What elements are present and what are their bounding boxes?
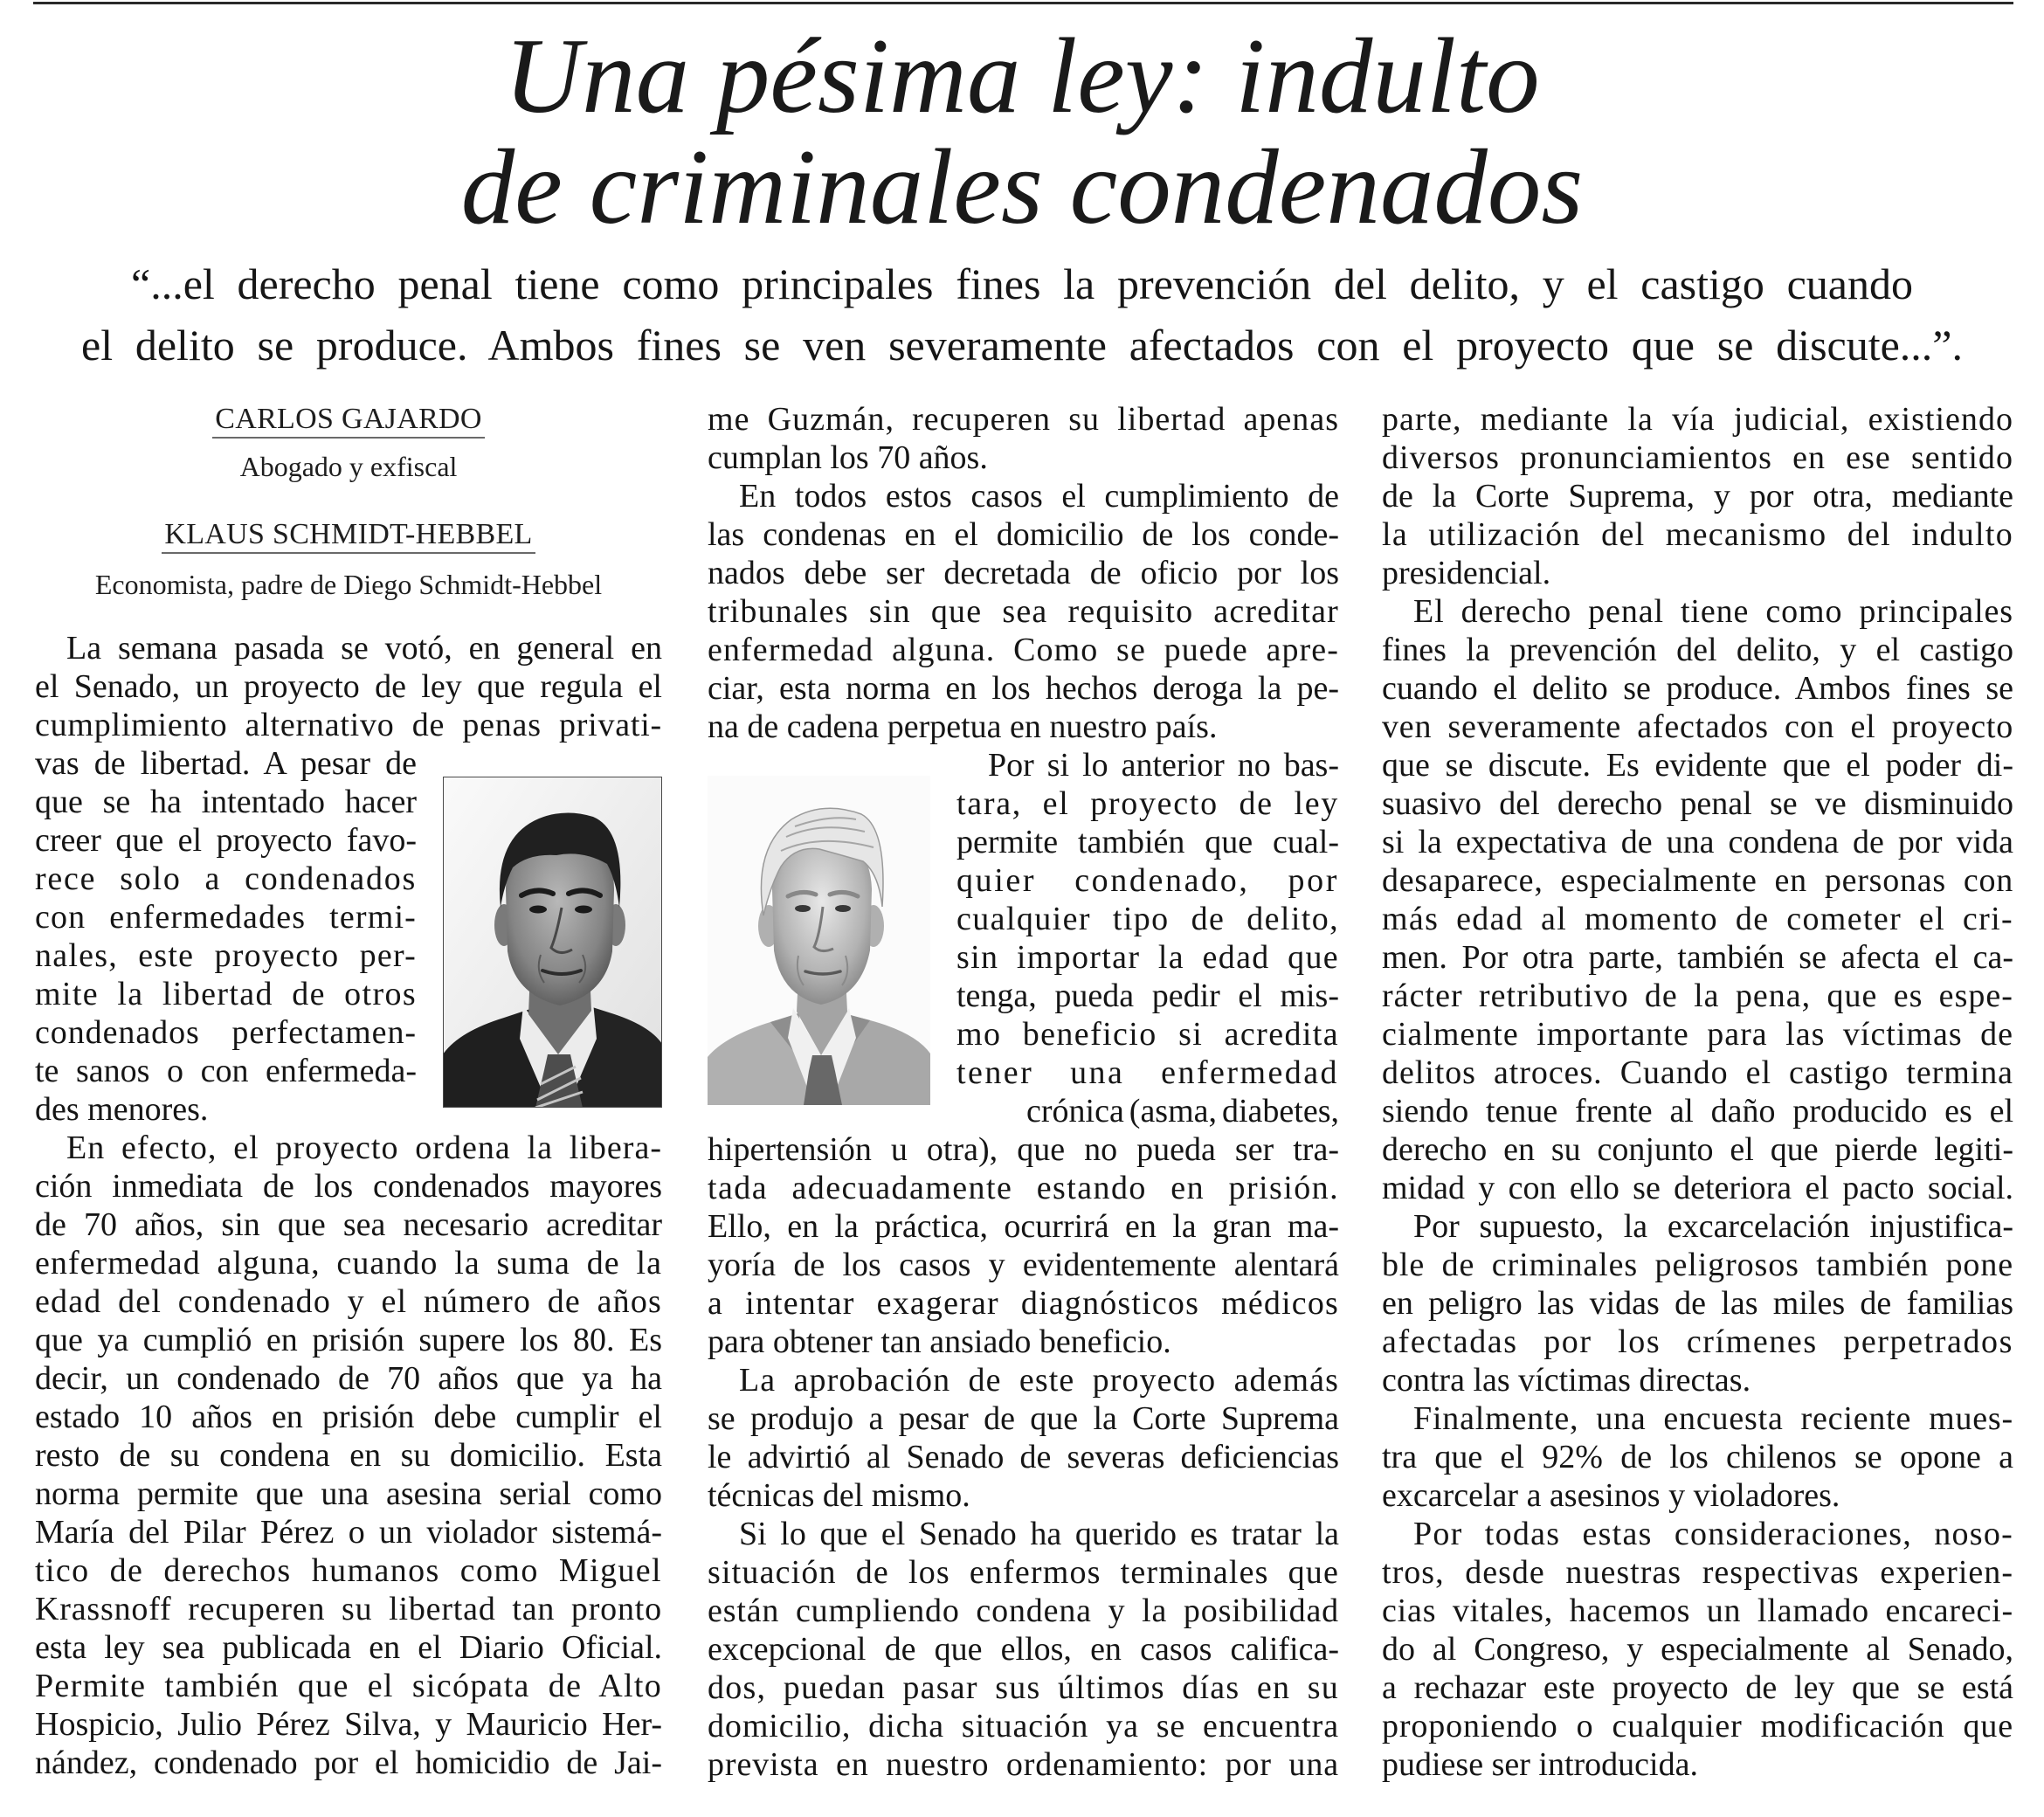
column-3-line-29 <box>1382 1476 2013 1515</box>
column-1-line-20 <box>35 1359 662 1398</box>
column-1-line-23 <box>35 1475 662 1513</box>
column-1-line-22 <box>35 1436 662 1475</box>
column-1-line-1 <box>35 629 662 667</box>
headline <box>0 16 2044 246</box>
line-text: ción inmediata de los condenados mayores <box>35 1168 662 1205</box>
column-1-line-10 <box>35 975 417 1013</box>
line-text: Finalmente, una encuesta reciente mues- <box>1413 1400 2013 1437</box>
line-text: na de cadena perpetua en nuestro país. <box>708 708 1218 745</box>
line-text: vas de libertad. A pesar de <box>35 745 417 782</box>
line-text: enfermedad alguna. Como se puede apre- <box>708 632 1339 668</box>
line-text: nados debe ser decretada de oficio por los <box>708 555 1339 591</box>
column-1-line-2 <box>35 667 662 706</box>
column-3-line-28 <box>1382 1438 2013 1476</box>
column-2-line-19 <box>1026 1092 1339 1130</box>
deck-quote-line-2 <box>81 314 1963 376</box>
column-3-line-2 <box>1382 439 2013 477</box>
column-3-line-7 <box>1382 631 2013 669</box>
line-text: edad del condenado y el número de años <box>35 1283 662 1320</box>
line-text: norma permite que una asesina serial como <box>35 1475 662 1512</box>
line-text: nales, este proyecto per- <box>35 937 417 974</box>
line-text: cumplan los 70 años. <box>708 439 988 476</box>
line-text: si la expectativa de una condena de por vida <box>1382 824 2013 860</box>
column-2-line-4 <box>708 515 1339 554</box>
line-text: La semana pasada se votó, en general en <box>66 630 662 667</box>
line-text: decir, un condenado de 70 años que ya ha <box>35 1360 662 1397</box>
column-2-line-6 <box>708 592 1339 631</box>
column-3-line-25 <box>1382 1323 2013 1361</box>
column-1-line-17 <box>35 1244 662 1282</box>
line-text: La aprobación de este proyecto además <box>739 1362 1339 1399</box>
line-text: tenga, pueda pedir el mis- <box>956 978 1339 1014</box>
author-role: Economista, padre de Diego Schmidt-Hebbel <box>94 569 603 600</box>
line-text: la utilización del mecanismo del indulto <box>1382 516 2013 553</box>
line-text: nández, condenado por el homicidio de Jai- <box>35 1744 662 1781</box>
line-text: tra que el 92% de los chilenos se opone a <box>1382 1439 2013 1475</box>
line-text: tara, el proyecto de ley <box>956 785 1339 822</box>
line-text: se produjo a pesar de que la Corte Suprema <box>708 1400 1339 1437</box>
deck-text: “...el derecho penal tiene como principales fines la prevención del delito, y el castigo cuando <box>131 259 1913 308</box>
author-role: Abogado y exfiscal <box>239 451 458 482</box>
portrait-white-haired-man-illustration <box>708 776 930 1105</box>
line-text: cuando el delito se produce. Ambos fines se <box>1382 670 2013 707</box>
column-3-line-20 <box>1382 1130 2013 1169</box>
article-column-3 <box>1382 400 2013 1784</box>
column-3-line-26 <box>1382 1361 2013 1399</box>
deck-quote-line-1 <box>131 253 1913 314</box>
column-2-line-8 <box>708 669 1339 708</box>
line-text: hipertensión u otra), que no pueda ser tra- <box>708 1131 1339 1168</box>
line-text: quier condenado, por <box>956 862 1339 899</box>
line-text: ven severamente afectados con el proyecto <box>1382 708 2013 745</box>
line-text: tros, desde nuestras respectivas experien- <box>1382 1554 2013 1591</box>
line-text: tico de derechos humanos como Miguel <box>35 1552 662 1589</box>
line-text: dos, puedan pasar sus últimos días en su <box>708 1669 1339 1706</box>
line-text: permite también que cual- <box>956 824 1339 860</box>
column-3-line-30 <box>1382 1515 2013 1553</box>
column-2-line-34 <box>708 1668 1339 1707</box>
line-text: sin importar la edad que <box>956 939 1339 976</box>
column-1-line-19 <box>35 1321 662 1359</box>
line-text: creer que el proyecto favo- <box>35 822 417 859</box>
line-text: diversos pronunciamientos en ese sentido <box>1382 439 2013 476</box>
line-text: des menores. <box>35 1091 209 1128</box>
line-text: En efecto, el proyecto ordena la libera- <box>66 1130 662 1166</box>
column-1-line-11 <box>35 1013 417 1052</box>
column-2-line-29 <box>708 1476 1339 1515</box>
line-text: cialmente importante para las víctimas de <box>1382 1016 2013 1053</box>
column-1-line-6 <box>35 821 417 860</box>
line-text: que ya cumplió en prisión supere los 80. Es <box>35 1322 662 1358</box>
column-1-line-18 <box>35 1282 662 1321</box>
line-text: de la Corte Suprema, y por otra, mediante <box>1382 478 2013 515</box>
line-text: las condenas en el domicilio de los conde- <box>708 516 1339 553</box>
line-text: Krassnoff recuperen su libertad tan pronto <box>35 1591 662 1627</box>
column-3-line-35 <box>1382 1707 2013 1745</box>
line-text: enfermedad alguna, cuando la suma de la <box>35 1245 662 1282</box>
line-text: midad y con ello se deteriora el pacto social. <box>1382 1170 2013 1206</box>
column-3-line-10 <box>1382 746 2013 784</box>
column-3-line-23 <box>1382 1246 2013 1284</box>
line-text: María del Pilar Pérez o un violador sistemá- <box>35 1514 662 1551</box>
line-text: me Guzmán, recuperen su libertad apenas <box>708 401 1339 438</box>
column-3-line-6 <box>1382 592 2013 631</box>
line-text: fines la prevención del delito, y el castigo <box>1382 632 2013 668</box>
column-2-line-23 <box>708 1246 1339 1284</box>
column-3-line-9 <box>1382 708 2013 746</box>
column-3-line-17 <box>1382 1015 2013 1054</box>
column-2-line-16 <box>956 977 1339 1015</box>
line-text: excepcional de que ellos, en casos califica- <box>708 1631 1339 1668</box>
line-text: para obtener tan ansiado beneficio. <box>708 1323 1171 1360</box>
line-text: men. Por otra parte, también se afecta el ca- <box>1382 939 2013 976</box>
column-3-line-36 <box>1382 1745 2013 1784</box>
line-text: pudiese ser introducida. <box>1382 1746 1698 1783</box>
line-text: derecho en su conjunto el que pierde legiti- <box>1382 1131 2013 1168</box>
column-1-line-29 <box>35 1705 662 1744</box>
column-3-line-32 <box>1382 1592 2013 1630</box>
column-1-line-16 <box>35 1206 662 1244</box>
column-3-line-19 <box>1382 1092 2013 1130</box>
column-3-line-16 <box>1382 977 2013 1015</box>
column-2-line-30 <box>708 1515 1339 1553</box>
column-2-line-20 <box>708 1130 1339 1169</box>
column-3-line-1 <box>1382 400 2013 439</box>
column-2-line-35 <box>708 1707 1339 1745</box>
line-text: cumplimiento alternativo de penas privati- <box>35 707 662 743</box>
column-2-line-9 <box>708 708 1339 746</box>
column-1-line-24 <box>35 1513 662 1551</box>
column-2-line-33 <box>708 1630 1339 1668</box>
column-2-line-22 <box>708 1207 1339 1246</box>
column-1-line-28 <box>35 1667 662 1705</box>
line-text: afectadas por los crímenes perpetrados <box>1382 1323 2013 1360</box>
column-3-line-15 <box>1382 938 2013 977</box>
line-text: cias vitales, hacemos un llamado encareci- <box>1382 1592 2013 1629</box>
column-3-line-5 <box>1382 554 2013 592</box>
line-text: le advirtió al Senado de severas deficiencias <box>708 1439 1339 1475</box>
column-2-line-24 <box>708 1284 1339 1323</box>
line-text: estado 10 años en prisión debe cumplir el <box>35 1399 662 1435</box>
line-text: Por todas estas consideraciones, noso- <box>1413 1516 2013 1552</box>
line-text: En todos estos casos el cumplimiento de <box>739 478 1339 515</box>
column-1-line-27 <box>35 1628 662 1667</box>
line-text: domicilio, dicha situación ya se encuentra <box>708 1708 1339 1744</box>
line-text: a intentar exagerar diagnósticos médicos <box>708 1285 1339 1322</box>
author-name: CARLOS GAJARDO <box>212 402 485 439</box>
column-3-line-13 <box>1382 861 2013 900</box>
line-text: siendo tenue frente al daño producido es el <box>1382 1093 2013 1130</box>
line-text: parte, mediante la vía judicial, existiendo <box>1382 401 2013 438</box>
line-text: en peligro las vidas de las miles de familias <box>1382 1285 2013 1322</box>
line-text: crónica (asma, diabetes, <box>1026 1093 1339 1130</box>
column-2-line-21 <box>708 1169 1339 1207</box>
column-2-line-13 <box>956 861 1339 900</box>
column-1-line-21 <box>35 1398 662 1436</box>
column-2-line-2 <box>708 439 1339 477</box>
column-3-line-33 <box>1382 1630 2013 1668</box>
column-3-line-24 <box>1382 1284 2013 1323</box>
line-text: contra las víctimas directas. <box>1382 1362 1751 1399</box>
line-text: Ello, en la práctica, ocurrirá en la gran ma- <box>708 1208 1339 1245</box>
headline-line-1: Una pésima ley: indulto <box>504 16 1540 135</box>
column-1-line-15 <box>35 1167 662 1206</box>
line-text: esta ley sea publicada en el Diario Oficial. <box>35 1629 662 1666</box>
line-text: yoría de los casos y evidentemente alentará <box>708 1247 1339 1283</box>
line-text: ble de criminales peligrosos también pone <box>1382 1247 2013 1283</box>
line-text: El derecho penal tiene como principales <box>1413 593 2013 630</box>
line-text: rácter retributivo de la pena, que es espe- <box>1382 978 2013 1014</box>
column-1-line-4 <box>35 744 417 783</box>
column-1-line-8 <box>35 898 417 936</box>
column-2-line-15 <box>956 938 1339 977</box>
column-2-line-25 <box>708 1323 1339 1361</box>
author-1-byline <box>35 402 662 442</box>
line-text: a rechazar este proyecto de ley que se está <box>1382 1669 2013 1706</box>
column-1-line-3 <box>35 706 662 744</box>
line-text: Por si lo anterior no bas- <box>988 747 1339 784</box>
column-3-line-11 <box>1382 784 2013 823</box>
line-text: rece solo a condenados <box>35 860 417 897</box>
line-text: resto de su condena en su domicilio. Esta <box>35 1437 662 1474</box>
column-1-line-7 <box>35 860 417 898</box>
line-text: Hospicio, Julio Pérez Silva, y Mauricio Her- <box>35 1706 662 1743</box>
line-text: Si lo que el Senado ha querido es tratar la <box>739 1516 1339 1552</box>
line-text: presidencial. <box>1382 555 1551 591</box>
column-1-line-14 <box>35 1129 662 1167</box>
line-text: Permite también que el sicópata de Alto <box>35 1668 662 1704</box>
line-text: tribunales sin que sea requisito acreditar <box>708 593 1339 630</box>
line-text: con enfermedades termi- <box>35 899 417 936</box>
column-1-line-12 <box>35 1052 417 1090</box>
line-text: cualquier tipo de delito, <box>956 901 1339 937</box>
column-1-line-26 <box>35 1590 662 1628</box>
line-text: desaparece, especialmente en personas con <box>1382 862 2013 899</box>
column-2-line-3 <box>708 477 1339 515</box>
column-3-line-18 <box>1382 1054 2013 1092</box>
column-3-line-4 <box>1382 515 2013 554</box>
line-text: el Senado, un proyecto de ley que regula el <box>35 668 662 705</box>
author-2-role-line <box>35 567 662 608</box>
line-text: están cumpliendo condena y la posibilidad <box>708 1592 1339 1629</box>
column-1-line-5 <box>35 783 417 821</box>
line-text: proponiendo o cualquier modificación que <box>1382 1708 2013 1744</box>
column-3-line-31 <box>1382 1553 2013 1592</box>
column-2-line-10 <box>956 746 1339 784</box>
line-text: suasivo del derecho penal se ve disminuido <box>1382 785 2013 822</box>
line-text: excarcelar a asesinos y violadores. <box>1382 1477 1840 1514</box>
column-3-line-22 <box>1382 1207 2013 1246</box>
author-2-portrait-photo <box>708 776 930 1105</box>
line-text: ciar, esta norma en los hechos deroga la pe- <box>708 670 1339 707</box>
line-text: condenados perfectamen- <box>35 1014 417 1051</box>
column-2-line-36 <box>708 1745 1339 1784</box>
headline-line-2: de criminales condenados <box>460 127 1584 246</box>
line-text: prevista en nuestro ordenamiento: por una <box>708 1746 1339 1783</box>
column-3-line-27 <box>1382 1399 2013 1438</box>
column-3-line-8 <box>1382 669 2013 708</box>
column-2-line-12 <box>956 823 1339 861</box>
column-3-line-12 <box>1382 823 2013 861</box>
column-2-line-5 <box>708 554 1339 592</box>
column-2-line-26 <box>708 1361 1339 1399</box>
line-text: mite la libertad de otros <box>35 976 417 1012</box>
line-text: delitos atroces. Cuando el castigo termina <box>1382 1054 2013 1091</box>
column-2-line-18 <box>956 1054 1339 1092</box>
column-2-line-7 <box>708 631 1339 669</box>
line-text: que se ha intentado hacer <box>35 784 417 820</box>
line-text: te sanos o con enfermeda- <box>35 1053 417 1089</box>
author-2-byline <box>35 517 662 557</box>
line-text: do al Congreso, y especialmente al Senado, <box>1382 1631 2013 1668</box>
column-1-line-25 <box>35 1551 662 1590</box>
column-2-line-27 <box>708 1399 1339 1438</box>
column-3-line-14 <box>1382 900 2013 938</box>
column-2-line-32 <box>708 1592 1339 1630</box>
column-1-line-13 <box>35 1090 417 1129</box>
column-2-line-31 <box>708 1553 1339 1592</box>
column-1-line-30 <box>35 1744 662 1782</box>
column-2-line-1 <box>708 400 1339 439</box>
author-1-portrait-photo <box>443 777 662 1108</box>
line-text: de 70 años, sin que sea necesario acreditar <box>35 1206 662 1243</box>
column-2-line-17 <box>956 1015 1339 1054</box>
top-rule <box>33 2 2013 4</box>
line-text: más edad al momento de cometer el cri- <box>1382 901 2013 937</box>
column-3-line-34 <box>1382 1668 2013 1707</box>
line-text: técnicas del mismo. <box>708 1477 970 1514</box>
author-name: KLAUS SCHMIDT-HEBBEL <box>162 517 535 554</box>
line-text: mo beneficio si acredita <box>956 1016 1339 1053</box>
line-text: Por supuesto, la excarcelación injustifica- <box>1413 1208 2013 1245</box>
column-2-line-28 <box>708 1438 1339 1476</box>
column-3-line-21 <box>1382 1169 2013 1207</box>
column-2-line-11 <box>956 784 1339 823</box>
deck-text: el delito se produce. Ambos fines se ven severamente afectados con el proyecto que se discute...”. <box>81 321 1963 370</box>
column-1-line-9 <box>35 936 417 975</box>
line-text: situación de los enfermos terminales que <box>708 1554 1339 1591</box>
author-1-role-line <box>35 449 662 490</box>
line-text: tener una enfermedad <box>956 1054 1339 1091</box>
column-3-line-3 <box>1382 477 2013 515</box>
column-2-line-14 <box>956 900 1339 938</box>
portrait-dark-haired-man-illustration <box>443 777 662 1108</box>
line-text: que se discute. Es evidente que el poder di- <box>1382 747 2013 784</box>
line-text: tada adecuadamente estando en prisión. <box>708 1170 1339 1206</box>
